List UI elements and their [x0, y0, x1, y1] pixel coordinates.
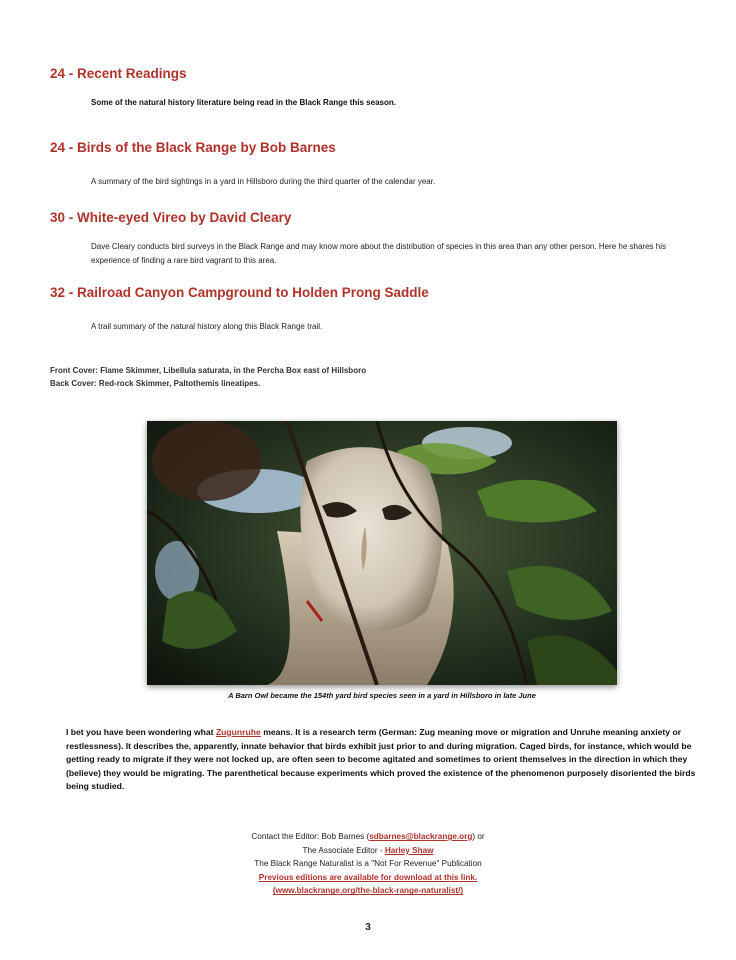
- zugunruhe-paragraph: [66, 726, 696, 794]
- editor-suffix: ) or: [472, 832, 485, 841]
- editor-prefix: Contact the Editor: Bob Barnes (: [251, 832, 370, 841]
- barn-owl-photo: [147, 421, 617, 685]
- barn-owl-image: [147, 421, 617, 685]
- section-title-recent-readings: 24 - Recent Readings: [50, 66, 187, 81]
- editor-email-link[interactable]: sdbarnes@blackrange.org: [369, 832, 473, 841]
- paragraph-intro: I bet you have been wondering what: [66, 727, 216, 737]
- previous-editions-link[interactable]: Previous editions are available for download at this link.: [258, 872, 478, 882]
- section-title-birds-black-range: 24 - Birds of the Black Range by Bob Barnes: [50, 140, 336, 155]
- section-desc-birds-black-range: A summary of the bird sightings in a yard in Hillsboro during the third quarter of the calendar year.: [91, 177, 436, 186]
- section-desc-recent-readings: Some of the natural history literature being read in the Black Range this season.: [91, 98, 396, 107]
- associate-editor-link[interactable]: Harley Shaw: [384, 845, 434, 855]
- front-cover-note: Front Cover: Flame Skimmer, Libellula saturata, in the Percha Box east of Hillsboro: [50, 366, 367, 375]
- associate-editor-line: [150, 844, 586, 858]
- publication-line: The Black Range Naturalist is a "Not For Revenue" Publication: [254, 859, 482, 869]
- contact-block: [150, 830, 586, 898]
- paragraph-rest: means. It is a research term (German: Zug meaning move or migration and Unruhe meaning anxiety or restlessness). It describes the, apparently, innate behavior that birds exhibit just prior to and during migration. Caged birds, for instance, which would be getting ready to migrate if they were not locked up, are often seen to become agitated and sometimes to orient themselves in the direction in which they (believe) they would be migrating. The parenthetical because experiments which proved the existence of the phenomenon purposely disoriented the birds being studied.: [66, 727, 696, 792]
- website-url-link[interactable]: (www.blackrange.org/the-black-range-naturalist/): [272, 886, 464, 896]
- associate-prefix: The Associate Editor -: [302, 845, 385, 855]
- zugunruhe-term: Zugunruhe: [215, 727, 261, 737]
- section-title-railroad-canyon: 32 - Railroad Canyon Campground to Holden Prong Saddle: [50, 285, 429, 300]
- editor-line: [150, 830, 586, 844]
- section-desc-white-eyed-vireo: Dave Cleary conducts bird surveys in the Black Range and may know more about the distribution of species in this area than any other person. Here he shares his experience of finding a rare bird vagrant to this area.: [91, 242, 666, 265]
- page-number: 3: [365, 922, 371, 933]
- section-title-white-eyed-vireo: 30 - White-eyed Vireo by David Cleary: [50, 210, 292, 225]
- back-cover-note: Back Cover: Red-rock Skimmer, Paltothemis lineatipes.: [50, 379, 261, 388]
- cover-notes: [50, 364, 366, 390]
- section-desc-railroad-canyon: A trail summary of the natural history along this Black Range trail.: [91, 322, 323, 331]
- photo-caption: A Barn Owl became the 154th yard bird species seen in a yard in Hillsboro in late June: [228, 691, 536, 700]
